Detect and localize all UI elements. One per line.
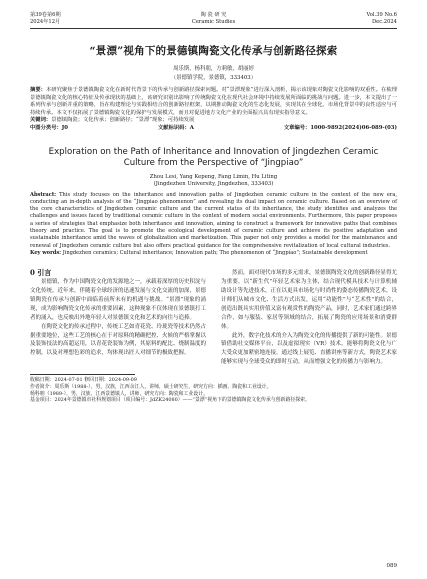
abstract-en-label: Abstract: (30, 191, 57, 198)
page-number: 089 (386, 563, 397, 569)
footnote-rule (30, 374, 135, 375)
body-paragraph: 在陶瓷文化的传承过程中，传统工艺如青花瓷、玲珑瓷等技术仍然占据重要地位，这些工艺的核心在于对原料的精确把控、火候的严格掌握以及装饰技法的高超运用，以青花瓷装饰为例，其原料的配比、烧制温度的控制，以及对理想色彩的追求，均体现出匠人对细节的极致把握。 (30, 323, 207, 357)
abstract-cn-label: 摘要： (30, 87, 46, 93)
paper-title-cn: “景漂”视角下的景德镇陶瓷文化传承与创新路径探索 (89, 45, 338, 57)
abstract-en-text: This study focuses on the inheritance and innovation paths of Jingdezhen ceramic culture in the context of the new era, conducting an in-depth analysis of the “Jingpiao phenomenon” and revealing its dual impact on ceramic culture. Based on an overview of the core characteristics of Jingdezhen ceramic culture and the current status of its inheritance, the study identifies and analyzes the challenges and issues faced by traditional ceramic culture in the context of modern social environments. Furthermore, this paper proposes a series of strategies that emphasize both inheritance and innovation, aiming to construct a framework for innovative paths that combines theory and practice. The goal is to promote the ecological development of ceramic culture and achieve its positive adaptation and sustainable inheritance amid the waves of globalization and marketization. This paper not only provides a model for the maintenance and renewal of Jingdezhen ceramic culture but also offers practical guidance for the comprehensive revitalization of local cultural industries. (30, 191, 397, 249)
paper-title-en-line1: Exploration on the Path of Inheritance and Innovation of Jingdezhen Ceramic (48, 146, 379, 157)
running-header (30, 12, 397, 26)
abstract-en (30, 192, 397, 250)
header-journal-cn: 陶 瓷 研 究 (200, 12, 227, 18)
header-rule (30, 28, 397, 29)
body-columns (30, 269, 397, 367)
header-right (367, 12, 397, 26)
body-column-left (30, 269, 206, 367)
paper-title-en-line2: Culture from the Perspective of “Jingpiao” (123, 158, 304, 169)
article-number: 文章编号：1000-9892(2024)06-089-(03) (283, 124, 397, 131)
keywords-en-text: Jingdezhen ceramics; Cultural inheritance; Innovation path; The phenomenon of “Jingpiao”; Sustainable development (61, 249, 368, 256)
keywords-en-label: Key words: (30, 249, 62, 256)
affiliation-cn: （景德镇学院，景德镇，333403） (170, 75, 257, 81)
header-volume-en: Vol.39 No.6 (366, 12, 397, 18)
footnote-fund: 基金项目：2024年景德镇市社科规划项目（项目编号：JdZK24080）——“景漂”视角下的景德镇陶瓷文化传承与创新路径探索。 (30, 397, 310, 404)
paper-title-en (30, 147, 397, 170)
footnote-dates: 收稿日期：2024-07-01 修回日期：2024-09-09 (30, 377, 137, 384)
document-code: 文献标识码：A (157, 124, 194, 131)
body-paragraph: 景德镇，作为中国陶瓷文化的发源地之一，承载着深厚的历史积淀与文化传统。近年来，伴随着全球经济的迅速发展与文化交流的加深，景德镇陶瓷在传承与创新中面临着前所未有的机遇与挑战。“景漂”现象的涌现，成为影响陶瓷文化传承的重要因素，这种现象不仅体现在景德镇打工者的涌入，也反映出外地年轻人对景德镇文化和艺术的向往与追捧。 (30, 279, 207, 321)
header-volume-cn: 第39卷第6期 (30, 12, 61, 18)
abstract-cn (30, 87, 397, 117)
body-paragraph: 然而，面对现代市场的多元需求，景德镇陶瓷文化的创新路径显得尤为重要。以“新生代”年轻艺术家为主体，结合现代模具技术与计算机辅助设计等先进技术，正在以更具市场化与时尚性的姿态传播陶瓷艺术。设计师们从城市文化、生活方式出发，运用“功能性”与“艺术性”的结合，创造出既具实用价值又富有观赏性的陶瓷产品，同时，艺术家们通过跨界合作，如与服装、家居等领域的结合，拓展了陶瓷的应用场景和消费群体。 (221, 270, 398, 330)
header-date-cn: 2024年12月 (30, 19, 61, 25)
affiliation-en: (Jingdezhen University, Jingdezhen, 333403) (153, 180, 274, 187)
authors-cn: 周乐斯，杨科朋，方莉敏，胡丽婷 (173, 66, 254, 72)
body-column-right (221, 269, 397, 367)
header-center (192, 12, 235, 26)
abstract-cn-text: 本研究聚焦于景德镇陶瓷文化在新时代背景下的传承与创新路径探索问题。对“景漂现象”进行深入剖析，揭示该现象对陶瓷文化影响的双重性。在梳理景德镇陶瓷文化的核心特征及传承现状的基础上，该研究识别出影响了传统陶瓷文化在现代社会环境中持续发展所面临的挑战与问题。进一步，本文提出了一系列传承与创新并重的策略，旨在构建理论与实践相结合的创新路径框架，以期推动陶瓷文化的生态化发展，实现其在全球化、市场化背景中的良性适应与可持续传承。本文不仅拓展了景德镇陶瓷文化的保护与发展模式，而且对促进地方文化产业的全面振兴具有现实指导意义。 (30, 87, 397, 116)
header-date-en: Dec.2024 (371, 19, 397, 25)
keywords-cn (30, 117, 397, 125)
header-journal-en: Ceramic Studies (191, 19, 236, 25)
clc-number: 中图分类号：J0 (30, 124, 68, 131)
header-left (30, 12, 61, 26)
authors-en: Zhou Lesi, Yang Kepeng, Fang Limin, Hu Liting (149, 173, 278, 180)
footnote-author-1: 作者简介：周乐斯（1988-），男，汉族，江西余江人，讲师，硕士研究生，研究方向：插画、陶瓷和工业设计。 (30, 383, 272, 390)
footnote (30, 377, 397, 404)
classification-meta (30, 125, 397, 133)
keywords-en (30, 250, 397, 257)
body-paragraph: 此外，数字化技术的介入为陶瓷文化的传播提供了新的可能性。景德镇借助社交媒体平台，以及虚拟现实（VR）技术，能够将陶瓷文化与广大受众更加紧密地连接。通过线上展览、直播讲座等新方式，陶瓷艺术家能够实现与全球受众的即时互动，从而增强文化的传播力与影响力。 (221, 332, 398, 366)
keywords-cn-label: 关键词： (30, 117, 52, 124)
footnote-author-2: 杨科朋（1989-），男，汉族，江西景德镇人，讲师，研究方向：陶瓷和工业设计。 (30, 390, 208, 397)
section-heading-intro: 0 引言 (30, 268, 52, 278)
keywords-cn-text: 景德镇陶瓷；文化传承；创新路径；“景漂”现象；可持续发展 (51, 117, 195, 124)
